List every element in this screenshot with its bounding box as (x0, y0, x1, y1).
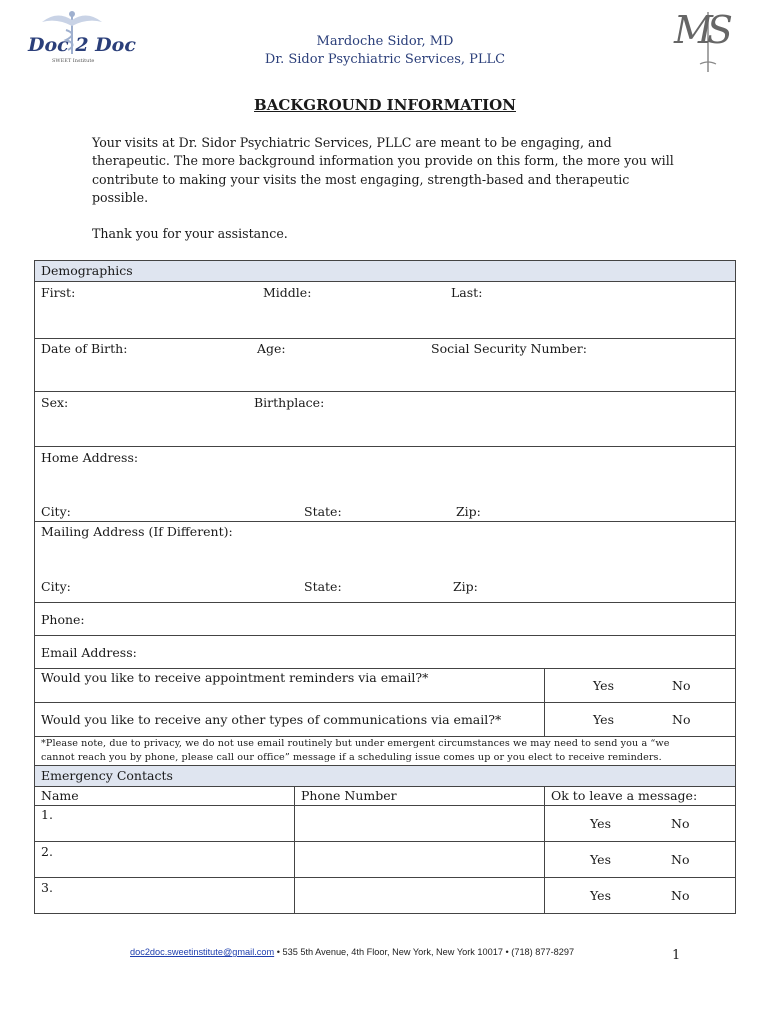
intro-thanks: Thank you for your assistance. (92, 226, 288, 241)
birthplace-label: Birthplace: (254, 395, 325, 410)
contact-ok-cell (545, 878, 736, 914)
communications-question-text: Would you like to receive any other types of communications via email?* (41, 712, 502, 727)
ssn-label: Social Security Number: (431, 341, 587, 356)
sex-row[interactable] (35, 392, 736, 447)
contact-phone-cell[interactable] (295, 878, 545, 914)
contact-number: 3. (41, 880, 53, 895)
mailing-city-label: City: (41, 579, 71, 594)
reminders-answer (545, 669, 736, 703)
first-name-label: First: (41, 285, 76, 300)
intro-paragraph (92, 134, 692, 208)
home-address-row[interactable] (35, 447, 736, 522)
communications-answer (545, 703, 736, 737)
contact-number: 1. (41, 807, 53, 822)
communications-no-option[interactable]: No (672, 712, 691, 727)
contact-name-cell[interactable] (35, 842, 295, 878)
reminders-yes-option[interactable]: Yes (593, 678, 614, 693)
email-row[interactable] (35, 636, 736, 669)
intro-line: Your visits at Dr. Sidor Psychiatric Services, PLLC are meant to be engaging, and (92, 135, 612, 150)
contact-ok-cell (545, 842, 736, 878)
dob-row[interactable] (35, 339, 736, 392)
practice-name: Dr. Sidor Psychiatric Services, PLLC (264, 52, 506, 67)
mailing-address-row[interactable] (35, 522, 736, 603)
ms-monogram-logo (668, 6, 748, 76)
logo-text: Doc 2 Doc (28, 34, 136, 56)
name-row[interactable] (35, 282, 736, 339)
home-zip-label: Zip: (456, 504, 481, 519)
column-header-ok-message: Ok to leave a message: (545, 787, 736, 806)
communications-yes-option[interactable]: Yes (593, 712, 614, 727)
contact-no-option[interactable]: No (671, 888, 690, 903)
footer-email-link[interactable]: doc2doc.sweetinstitute@gmail.com (130, 947, 275, 957)
middle-name-label: Middle: (263, 285, 312, 300)
emergency-contacts-header: Emergency Contacts (35, 766, 736, 787)
mailing-zip-label: Zip: (453, 579, 478, 594)
contact-yes-option[interactable]: Yes (590, 888, 611, 903)
privacy-note (35, 737, 736, 766)
contact-no-option[interactable]: No (671, 816, 690, 831)
page-title: BACKGROUND INFORMATION (254, 96, 516, 114)
contact-no-option[interactable]: No (671, 852, 690, 867)
age-label: Age: (257, 341, 286, 356)
home-address-label: Home Address: (41, 450, 139, 465)
intro-line: therapeutic. The more background information you provide on this form, the more you will (92, 153, 674, 169)
phone-row[interactable] (35, 603, 736, 636)
column-header-phone: Phone Number (295, 787, 545, 806)
contact-phone-cell[interactable] (295, 842, 545, 878)
contact-ok-cell (545, 806, 736, 842)
phone-label: Phone: (41, 612, 85, 627)
contact-name-cell[interactable] (35, 878, 295, 914)
footer-address: • 535 5th Avenue, 4th Floor, New York, New York 10017 • (718) 877-8297 (274, 947, 575, 957)
doctor-name: Mardoche Sidor, MD (316, 34, 454, 49)
email-label: Email Address: (41, 645, 137, 660)
column-header-name: Name (35, 787, 295, 806)
last-name-label: Last: (451, 285, 483, 300)
home-state-label: State: (304, 504, 342, 519)
privacy-note-line: *Please note, due to privacy, we do not use email routinely but under emergent circumstances we may need to send you a “we (41, 738, 670, 749)
contact-yes-option[interactable]: Yes (590, 816, 611, 831)
contact-number: 2. (41, 844, 53, 859)
mailing-state-label: State: (304, 579, 342, 594)
contact-yes-option[interactable]: Yes (590, 852, 611, 867)
logo-subtext: SWEET Institute (52, 58, 95, 64)
home-city-label: City: (41, 504, 71, 519)
privacy-note-line: cannot reach you by phone, please call our office” message if a scheduling issue comes up or you elect to receive reminders. (41, 752, 662, 763)
footer (130, 947, 574, 957)
mailing-address-label: Mailing Address (If Different): (41, 524, 233, 539)
monogram-text: MS (674, 8, 727, 52)
sex-label: Sex: (41, 395, 69, 410)
demographics-header: Demographics (35, 261, 736, 282)
contact-phone-cell[interactable] (295, 806, 545, 842)
contact-name-cell[interactable] (35, 806, 295, 842)
communications-question (35, 703, 545, 737)
reminders-question (35, 669, 545, 703)
reminders-question-text: Would you like to receive appointment reminders via email?* (41, 670, 429, 685)
page-number: 1 (672, 948, 681, 963)
dob-label: Date of Birth: (41, 341, 128, 356)
intro-line: contribute to making your visits the most engaging, strength-based and therapeutic (92, 171, 630, 187)
background-form (34, 260, 736, 914)
reminders-no-option[interactable]: No (672, 678, 691, 693)
intro-line: possible. (92, 190, 149, 206)
